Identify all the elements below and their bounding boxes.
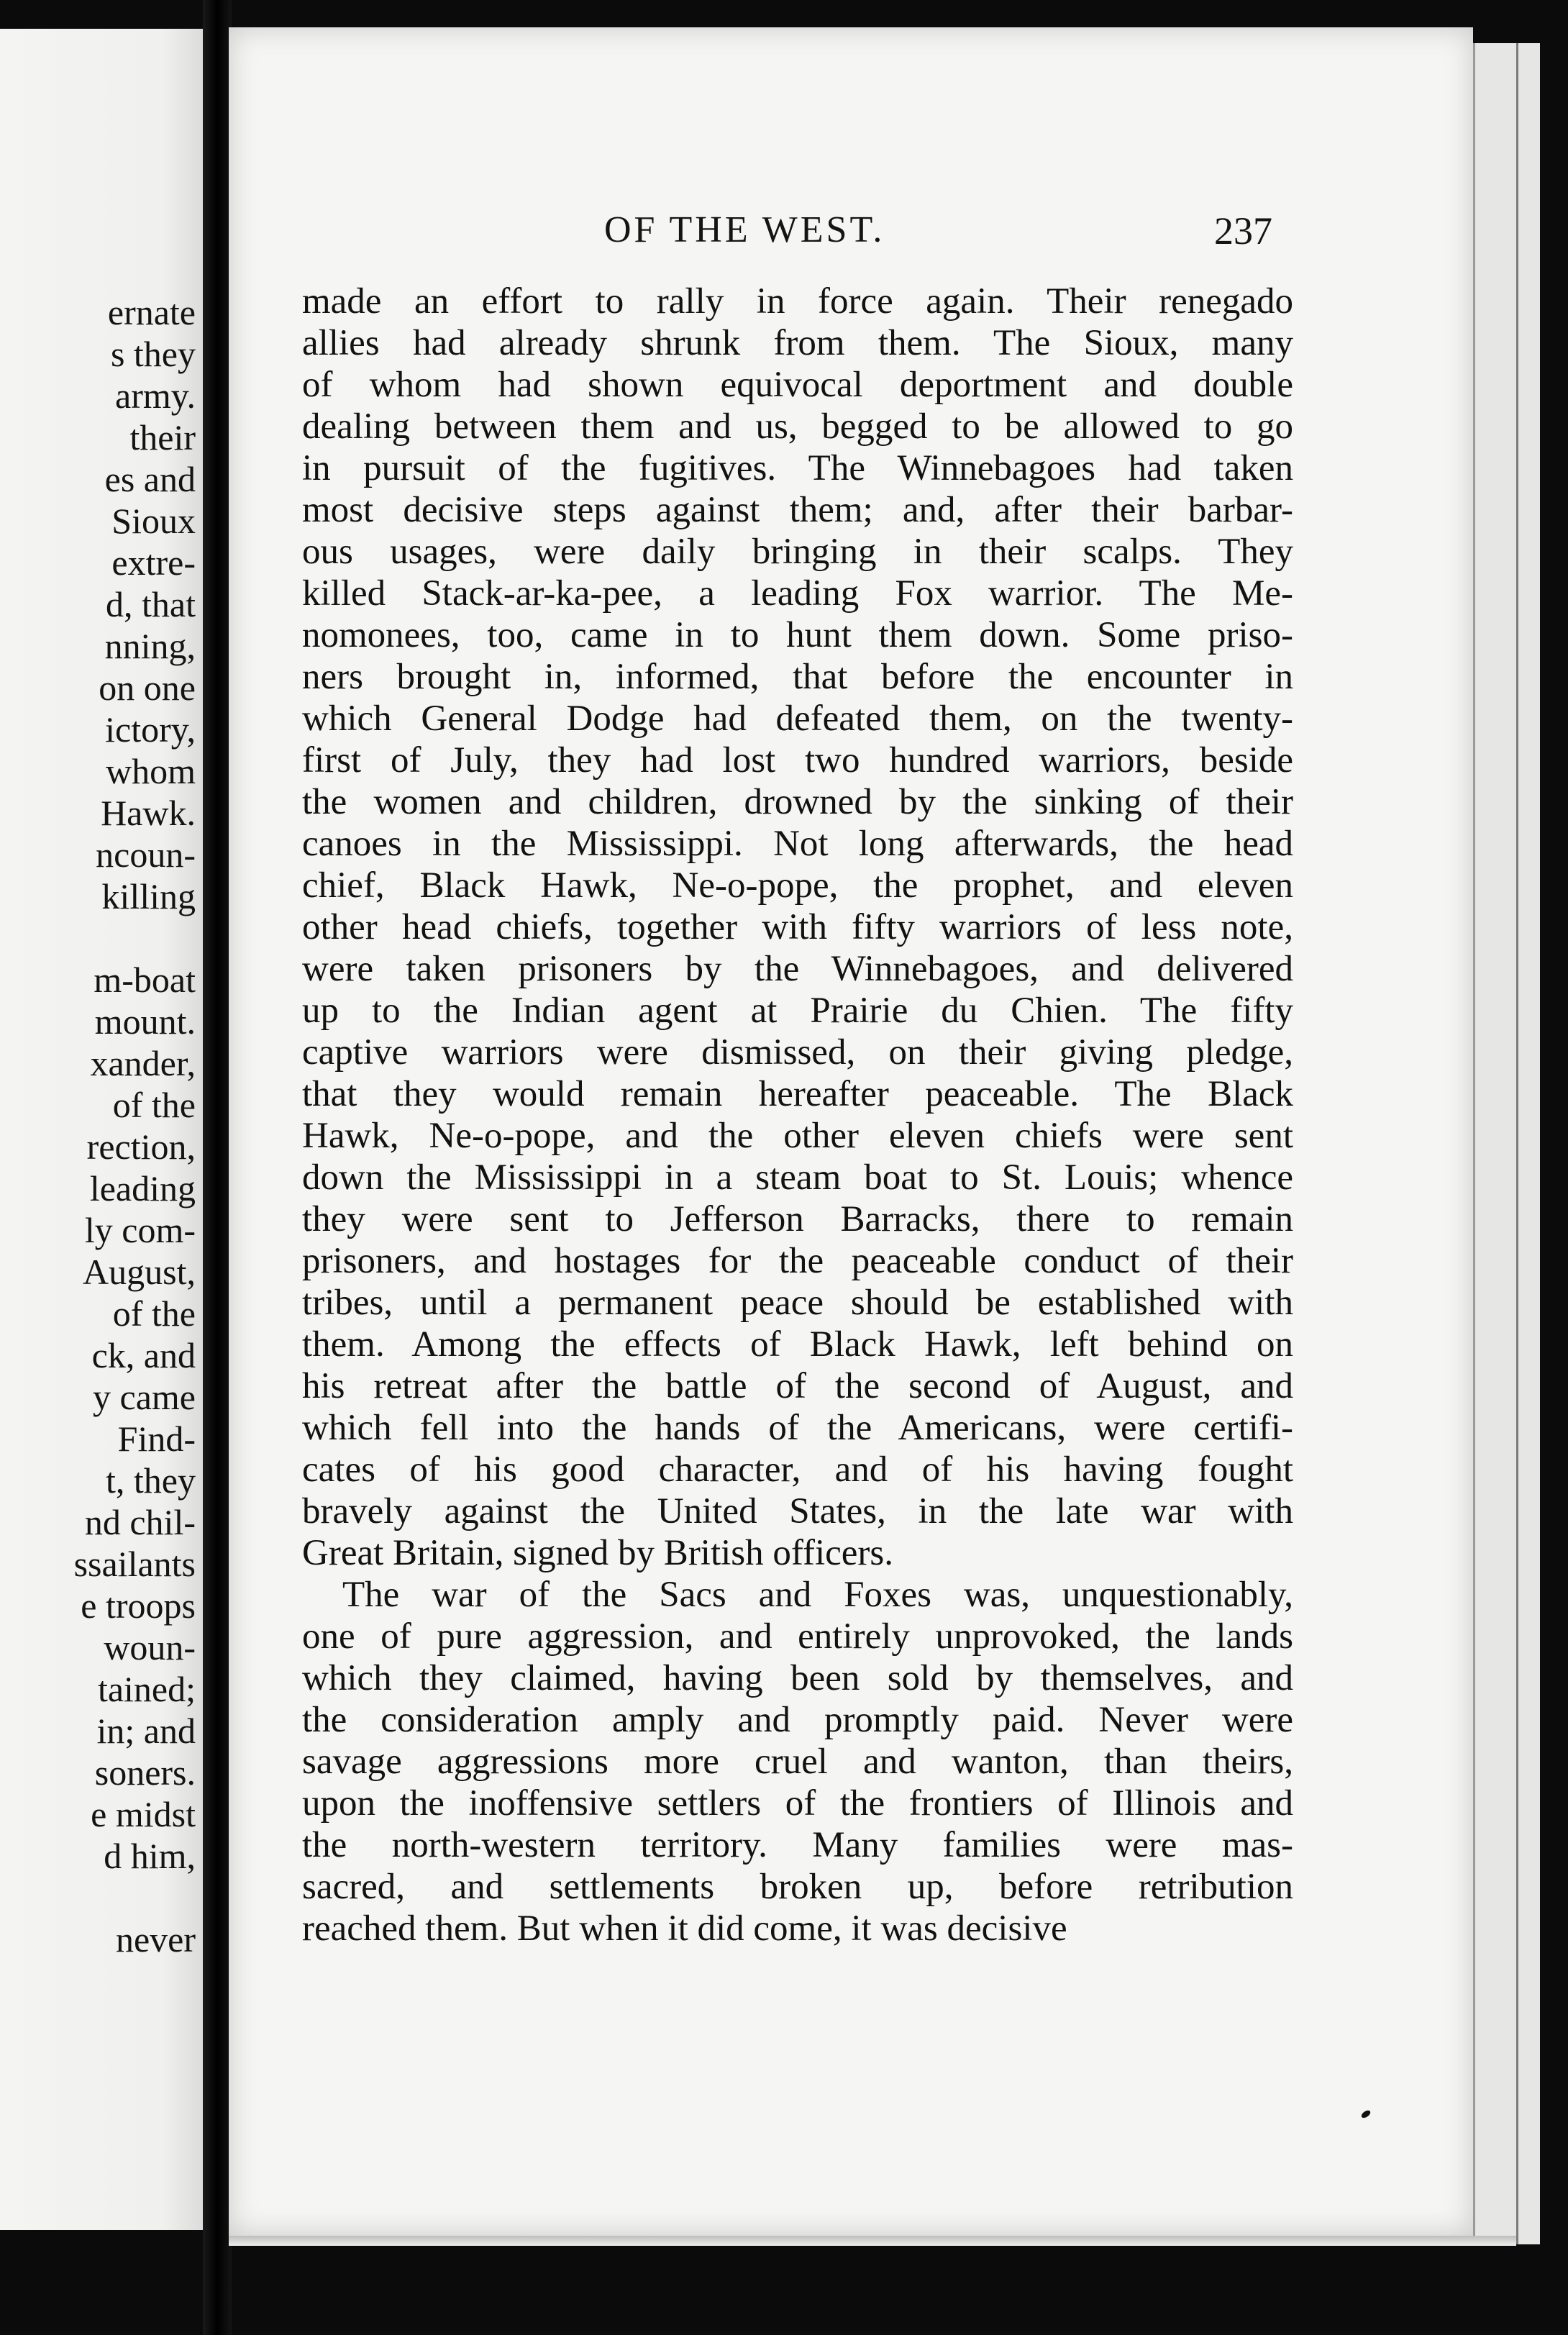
facing-page-line: e troops	[81, 1585, 196, 1626]
facing-page-line: d him,	[104, 1836, 196, 1876]
text-line: of whom had shown equivocal deportment and double	[302, 365, 1293, 405]
text-line: sacred, and settlements broken up, before retribution	[302, 1867, 1293, 1907]
text-line: savage aggressions more cruel and wanton, than theirs,	[302, 1742, 1293, 1782]
text-line: tribes, until a permanent peace should be established with	[302, 1283, 1293, 1323]
facing-page-line: ssailants	[73, 1544, 196, 1584]
text-line: which General Dodge had defeated them, on the twenty-	[302, 698, 1293, 739]
text-line: they were sent to Jefferson Barracks, there to remain	[302, 1199, 1293, 1239]
facing-page-line: ictory,	[105, 709, 196, 750]
facing-page-line: woun-	[104, 1627, 196, 1667]
text-line: the consideration amply and promptly paid. Never were	[302, 1700, 1293, 1740]
text-line: killed Stack-ar-ka-pee, a leading Fox warrior. The Me-	[302, 573, 1293, 614]
text-line: captive warriors were dismissed, on their giving pledge,	[302, 1032, 1293, 1073]
text-line: dealing between them and us, begged to be allowed to go	[302, 406, 1293, 447]
facing-page-line: m-boat	[94, 960, 196, 1000]
facing-page-line: Sioux	[111, 501, 196, 541]
text-line: made an effort to rally in force again. Their renegado	[302, 281, 1293, 322]
facing-page-line: ly com-	[84, 1210, 196, 1250]
text-line: were taken prisoners by the Winnebagoes, and delivered	[302, 949, 1293, 989]
text-line: ous usages, were daily bringing in their scalps. They	[302, 532, 1293, 572]
facing-page-line: on one	[99, 668, 196, 708]
text-line: up to the Indian agent at Prairie du Chien. The fifty	[302, 991, 1293, 1031]
facing-page-fragment	[0, 29, 203, 2230]
facing-page-line: whom	[106, 751, 196, 791]
text-line: which they claimed, having been sold by themselves, and	[302, 1658, 1293, 1698]
facing-page-line: of the	[112, 1293, 196, 1334]
facing-page-line: s they	[110, 334, 196, 374]
text-line: allies had already shrunk from them. The Sioux, many	[302, 323, 1293, 363]
facing-page-line: mount.	[94, 1001, 196, 1042]
text-line: Hawk, Ne-o-pope, and the other eleven chiefs were sent	[302, 1116, 1293, 1156]
facing-page-line: d, that	[106, 584, 196, 624]
facing-page-line: tained;	[97, 1669, 196, 1709]
facing-page-line: Hawk.	[101, 793, 196, 833]
text-line: most decisive steps against them; and, after their barbar-	[302, 490, 1293, 530]
facing-page-line: killing	[101, 876, 196, 916]
text-line: them. Among the effects of Black Hawk, left behind on	[302, 1324, 1293, 1365]
text-line: chief, Black Hawk, Ne-o-pope, the prophet, and eleven	[302, 865, 1293, 906]
facing-page-line: ernate	[107, 292, 196, 332]
facing-page-line: extre-	[111, 542, 196, 583]
text-line: the north-western territory. Many families were mas-	[302, 1825, 1293, 1865]
facing-page-line: nning,	[104, 626, 196, 666]
text-line: his retreat after the battle of the second of August, and	[302, 1366, 1293, 1406]
facing-page-line: army.	[115, 375, 196, 416]
text-line: down the Mississippi in a steam boat to St. Louis; whence	[302, 1157, 1293, 1198]
running-head: OF THE WEST.	[604, 209, 885, 250]
facing-page-line: their	[129, 417, 196, 458]
body-text	[302, 281, 1293, 1949]
facing-page-line: e midst	[91, 1794, 196, 1834]
text-line: canoes in the Mississippi. Not long afterwards, the head	[302, 824, 1293, 864]
text-line: in pursuit of the fugitives. The Winnebagoes had taken	[302, 448, 1293, 488]
facing-page-line: leading	[89, 1168, 196, 1209]
text-line: prisoners, and hostages for the peaceable conduct of their	[302, 1241, 1293, 1281]
facing-page-line: rection,	[86, 1126, 196, 1167]
text-line: The war of the Sacs and Foxes was, unquestionably,	[342, 1575, 1293, 1615]
facing-page-line: never	[115, 1919, 196, 1960]
facing-page-line: t, they	[106, 1460, 196, 1501]
text-line: one of pure aggression, and entirely unprovoked, the lands	[302, 1616, 1293, 1657]
facing-page-line: ck, and	[91, 1335, 196, 1375]
text-line: the women and children, drowned by the sinking of their	[302, 782, 1293, 822]
text-line: upon the inoffensive settlers of the frontiers of Illinois and	[302, 1783, 1293, 1824]
text-line: nomonees, too, came in to hunt them down. Some priso-	[302, 615, 1293, 655]
facing-page-line: es and	[104, 459, 196, 499]
facing-page-line: soners.	[94, 1752, 196, 1793]
text-line: bravely against the United States, in the late war with	[302, 1491, 1293, 1531]
page-edge	[1516, 43, 1540, 2244]
text-line: Great Britain, signed by British officers.	[302, 1533, 893, 1573]
page-number: 237	[1214, 209, 1272, 252]
page-edge	[1473, 43, 1518, 2244]
facing-page-line: y came	[93, 1377, 196, 1417]
text-line: that they would remain hereafter peaceable. The Black	[302, 1074, 1293, 1114]
text-line: reached them. But when it did come, it was decisive	[302, 1908, 1067, 1949]
facing-page-line: in; and	[96, 1711, 196, 1751]
facing-page-line: ncoun-	[96, 834, 196, 875]
text-line: which fell into the hands of the Americans, were certifi-	[302, 1408, 1293, 1448]
page-bottom-edge	[229, 2236, 1516, 2246]
facing-page-line: nd chil-	[84, 1502, 196, 1542]
book-gutter	[203, 0, 232, 2335]
text-line: cates of his good character, and of his having fought	[302, 1449, 1293, 1490]
facing-page-line: Find-	[117, 1419, 196, 1459]
facing-page-line: August,	[83, 1252, 196, 1292]
facing-page-line: of the	[112, 1085, 196, 1125]
text-line: ners brought in, informed, that before the encounter in	[302, 657, 1293, 697]
facing-page-line: xander,	[90, 1043, 196, 1083]
text-line: first of July, they had lost two hundred warriors, beside	[302, 740, 1293, 780]
text-line: other head chiefs, together with fifty warriors of less note,	[302, 907, 1293, 947]
